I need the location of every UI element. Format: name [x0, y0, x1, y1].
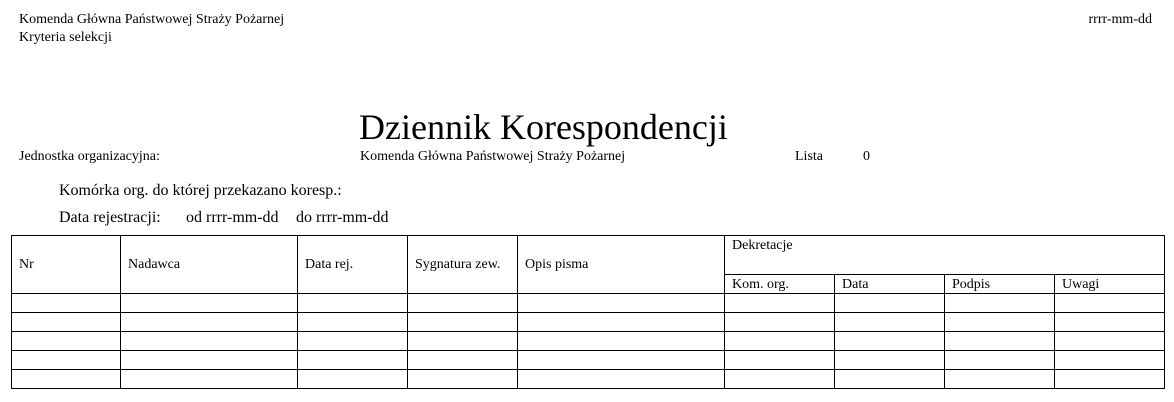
table-cell — [121, 313, 298, 332]
table-cell — [12, 351, 121, 370]
cell-line: Komórka org. do której przekazano koresp.: — [59, 182, 342, 199]
list-label: Lista — [795, 149, 823, 164]
table-cell — [945, 370, 1055, 389]
header-org: Komenda Główna Państwowej Straży Pożarnej — [19, 12, 285, 27]
table-cell — [725, 313, 835, 332]
table-cell — [298, 294, 408, 313]
table-cell — [518, 351, 725, 370]
col-header-opis: Opis pisma — [518, 236, 725, 294]
table-cell — [945, 294, 1055, 313]
unit-label: Jednostka organizacyjna: — [19, 149, 160, 164]
table-cell — [518, 294, 725, 313]
table-cell — [835, 332, 945, 351]
table-cell — [945, 313, 1055, 332]
table-cell — [835, 313, 945, 332]
table-row — [12, 351, 1165, 370]
table-cell — [408, 294, 518, 313]
registration-to: do rrrr-mm-dd — [296, 209, 389, 226]
table-cell — [725, 351, 835, 370]
table-cell — [1055, 351, 1165, 370]
table-cell — [121, 351, 298, 370]
table-cell — [12, 370, 121, 389]
correspondence-table — [11, 235, 1165, 389]
subcol-header-podpis: Podpis — [945, 275, 1055, 294]
table-cell — [298, 332, 408, 351]
table-cell — [725, 370, 835, 389]
table-cell — [408, 351, 518, 370]
col-header-data-rej: Data rej. — [298, 236, 408, 294]
table-cell — [408, 332, 518, 351]
table-cell — [1055, 370, 1165, 389]
table-cell — [835, 294, 945, 313]
table-cell — [518, 313, 725, 332]
table-cell — [298, 313, 408, 332]
col-header-nr: Nr — [12, 236, 121, 294]
table-cell — [1055, 332, 1165, 351]
table-row — [12, 294, 1165, 313]
subcol-header-kom-org: Kom. org. — [725, 275, 835, 294]
table-cell — [121, 332, 298, 351]
table-cell — [12, 294, 121, 313]
table-row — [12, 370, 1165, 389]
table-cell — [945, 332, 1055, 351]
table-row — [12, 313, 1165, 332]
registration-from: od rrrr-mm-dd — [186, 209, 279, 226]
registration-label: Data rejestracji: — [59, 209, 161, 226]
table-cell — [121, 294, 298, 313]
table-cell — [725, 332, 835, 351]
table-cell — [518, 332, 725, 351]
table-cell — [12, 313, 121, 332]
table-row — [12, 332, 1165, 351]
page-title: Dziennik Korespondencji — [359, 107, 728, 147]
table-cell — [121, 370, 298, 389]
table-cell — [725, 294, 835, 313]
table-cell — [298, 370, 408, 389]
table-cell — [835, 351, 945, 370]
col-header-dekretacje: Dekretacje — [725, 236, 1165, 275]
unit-value: Komenda Główna Państwowej Straży Pożarnej — [360, 149, 626, 164]
table-cell — [408, 370, 518, 389]
table-cell — [408, 313, 518, 332]
header-criteria: Kryteria selekcji — [19, 30, 112, 45]
table-cell — [298, 351, 408, 370]
list-value: 0 — [863, 149, 870, 164]
table-cell — [945, 351, 1055, 370]
subcol-header-uwagi: Uwagi — [1055, 275, 1165, 294]
header-date: rrrr-mm-dd — [1088, 12, 1152, 27]
subcol-header-data: Data — [835, 275, 945, 294]
table-cell — [518, 370, 725, 389]
col-header-sygnatura: Sygnatura zew. — [408, 236, 518, 294]
table-cell — [1055, 294, 1165, 313]
col-header-nadawca: Nadawca — [121, 236, 298, 294]
table-cell — [12, 332, 121, 351]
table-cell — [835, 370, 945, 389]
table-cell — [1055, 313, 1165, 332]
